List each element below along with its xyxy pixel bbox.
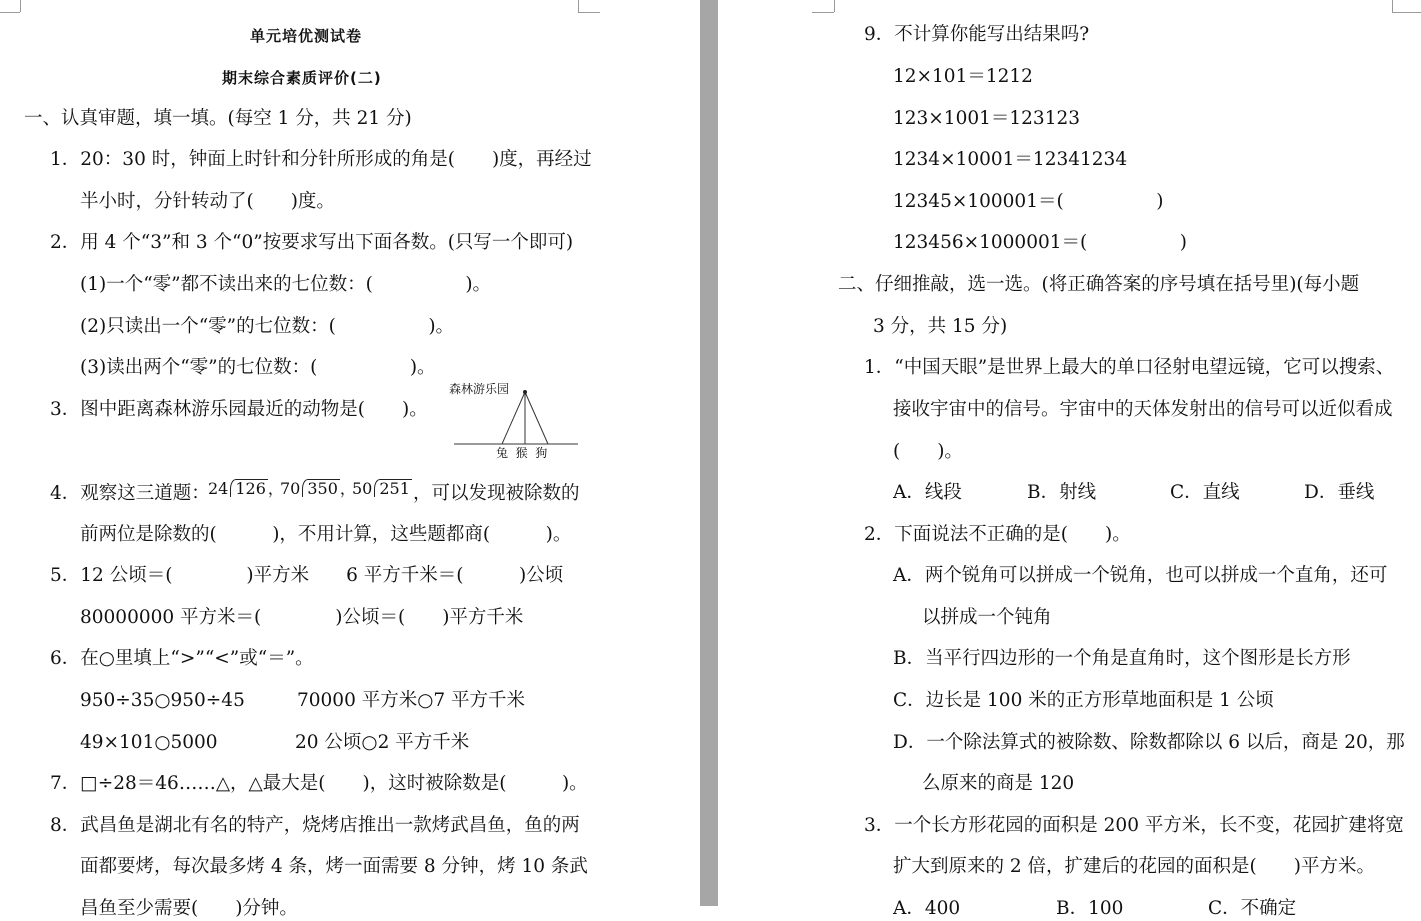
equation-line: 12345×100001＝( ) xyxy=(893,191,1164,212)
question-line: 面都要烤，每次最多烤 4 条，烤一面需要 8 分钟，烤 10 条武 xyxy=(80,856,588,877)
question-line: 2．下面说法不正确的是( )。 xyxy=(864,524,1131,545)
option-c: C．不确定 xyxy=(1208,898,1297,919)
question-line: ( )。 xyxy=(893,441,963,462)
exam-title: 期末综合素质评价(二) xyxy=(222,69,382,87)
question-line: 扩大到原来的 2 倍，扩建后的花园的面积是( )平方米。 xyxy=(893,856,1375,877)
question-line: 5．12 公顷＝( )平方米 6 平方千米＝( )公顷 xyxy=(50,565,564,586)
dividend: 350 xyxy=(302,479,340,497)
crop-mark xyxy=(578,12,600,13)
compare-item: 20 公顷○2 平方千米 xyxy=(295,732,470,753)
dividend: 126 xyxy=(230,479,268,497)
question-line: ，可以发现被除数的 xyxy=(413,483,580,504)
question-line: 4．观察这三道题： xyxy=(50,483,210,504)
option-line: C．边长是 100 米的正方形草地面积是 1 公顷 xyxy=(893,690,1274,711)
section-heading: 3 分，共 15 分) xyxy=(873,316,1008,337)
question-line: 昌鱼至少需要( )分钟。 xyxy=(80,898,298,919)
equation-line: 123×1001＝123123 xyxy=(893,108,1081,129)
question-line: 6．在○里填上“>”“<”或“＝”。 xyxy=(50,648,314,669)
question-line: 1．“中国天眼”是世界上最大的单口径射电望远镜，它可以搜索、 xyxy=(864,357,1395,378)
question-line: 前两位是除数的( )，不用计算，这些题都商( )。 xyxy=(80,524,572,545)
separator: ， xyxy=(267,479,284,498)
option-b: B．100 xyxy=(1056,898,1124,919)
dividend: 251 xyxy=(374,479,412,497)
crop-mark xyxy=(0,12,20,13)
question-line: 80000000 平方米＝( )公顷＝( )平方千米 xyxy=(80,607,524,628)
option-a: A．线段 xyxy=(893,482,962,503)
section-heading: 一、认真审题，填一填。(每空 1 分，共 21 分) xyxy=(24,108,412,129)
crop-mark xyxy=(1392,0,1393,12)
option-line: 么原来的商是 120 xyxy=(922,773,1075,794)
question-line: (3)读出两个“零”的七位数：( )。 xyxy=(80,357,436,378)
option-b: B．射线 xyxy=(1027,482,1097,503)
compare-item: 49×101○5000 xyxy=(80,732,218,753)
question-line: 2．用 4 个“3”和 3 个“0”按要求写出下面各数。(只写一个即可) xyxy=(50,232,574,253)
crop-mark xyxy=(834,0,835,12)
long-division-1 xyxy=(208,479,284,499)
question-line: (2)只读出一个“零”的七位数：( )。 xyxy=(80,316,455,337)
page-gap xyxy=(700,0,718,906)
question-line: 9．不计算你能写出结果吗? xyxy=(864,24,1090,45)
question-line: 3．一个长方形花园的面积是 200 平方米，长不变，花园扩建将宽 xyxy=(864,815,1404,836)
option-line: A．两个锐角可以拼成一个锐角，也可以拼成一个直角，还可 xyxy=(893,565,1388,586)
option-d: D．垂线 xyxy=(1304,482,1375,503)
equation-line: 123456×1000001＝( ) xyxy=(893,232,1187,253)
section-heading: 二、仔细推敲，选一选。(将正确答案的序号填在括号里)(每小题 xyxy=(838,274,1360,295)
question-line: 接收宇宙中的信号。宇宙中的天体发射出的信号可以近似看成 xyxy=(893,399,1393,420)
equation-line: 12×101＝1212 xyxy=(893,66,1033,87)
left-page xyxy=(0,0,700,919)
equation-line: 1234×10001＝12341234 xyxy=(893,149,1128,170)
question-line: (1)一个“零”都不读出来的七位数：( )。 xyxy=(80,274,492,295)
compare-item: 70000 平方米○7 平方千米 xyxy=(297,690,526,711)
divisor: 70 xyxy=(280,479,301,498)
compare-item: 950÷35○950÷45 xyxy=(80,690,245,711)
divisor: 24 xyxy=(208,479,229,498)
option-line: B．当平行四边形的一个角是直角时，这个图形是长方形 xyxy=(893,648,1351,669)
animal-labels: 兔 猴 狗 xyxy=(496,446,548,460)
separator: ， xyxy=(339,479,356,498)
question-line: 7．□÷28＝46……△，△最大是( )，这时被除数是( )。 xyxy=(50,773,588,794)
option-c: C．直线 xyxy=(1170,482,1240,503)
option-line: 以拼成一个钝角 xyxy=(922,607,1052,628)
long-division-2 xyxy=(280,479,356,499)
option-line: D．一个除法算式的被除数、除数都除以 6 以后，商是 20，那 xyxy=(893,732,1405,753)
crop-mark xyxy=(20,0,21,12)
crop-mark xyxy=(812,12,834,13)
question-line: 半小时，分针转动了( )度。 xyxy=(80,191,335,212)
question-line: 8．武昌鱼是湖北有名的特产，烧烤店推出一款烤武昌鱼，鱼的两 xyxy=(50,815,580,836)
option-a: A．400 xyxy=(893,898,961,919)
question-line: 1．20：30 时，钟面上时针和分针所形成的角是( )度，再经过 xyxy=(50,149,592,170)
forest-park-label: 森林游乐园 xyxy=(449,382,510,396)
crop-mark xyxy=(1392,12,1421,13)
question-line: 3．图中距离森林游乐园最近的动物是( )。 xyxy=(50,399,428,420)
crop-mark xyxy=(578,0,579,12)
divisor: 50 xyxy=(352,479,373,498)
long-division-3 xyxy=(352,479,412,499)
right-page xyxy=(718,0,1421,919)
exam-series-title: 单元培优测试卷 xyxy=(250,27,363,45)
